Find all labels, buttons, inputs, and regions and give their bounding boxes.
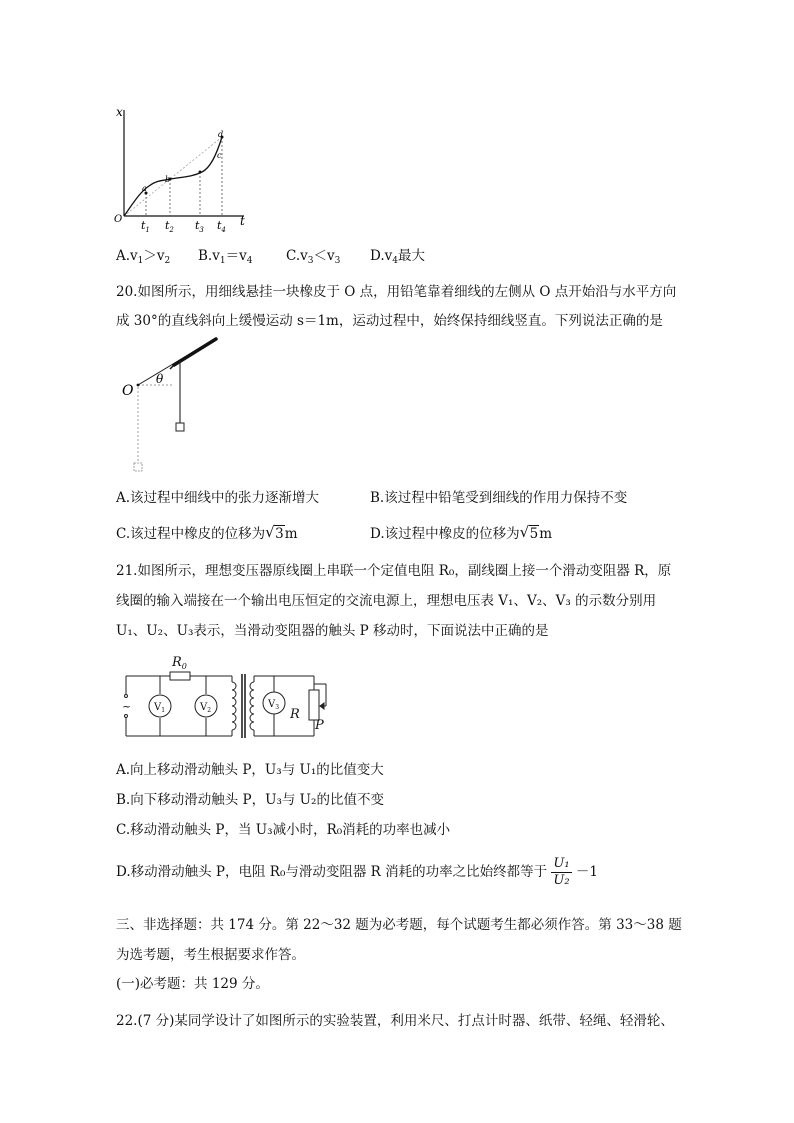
q22-stem-line1: 22.(7 分)某同学设计了如图所示的实验装置，利用米尺、打点计时器、纸带、轻绳、轻滑轮、 [116, 1013, 674, 1029]
q21-option-a: A.向上移动滑动触头 P，U₃与 U₁的比值变大 [116, 762, 384, 778]
v2-label: $V_2$ [200, 702, 212, 714]
point-a: a [142, 184, 147, 193]
tick-t1: $t_1$ [141, 219, 150, 234]
section3-line2: 为选考题，考生根据要求作答。 [116, 947, 305, 963]
v1-label: $V_1$ [154, 702, 166, 714]
point-b: b [165, 175, 171, 184]
q20-option-c: C.该过程中橡皮的位移为√ 3m [116, 524, 298, 544]
q20-option-b: B.该过程中铅笔受到细线的作用力保持不变 [370, 490, 628, 506]
q21-circuit [114, 652, 344, 747]
q20-option-a: A.该过程中细线中的张力逐渐增大 [116, 490, 320, 506]
r-label: R [290, 707, 300, 722]
tick-t3: $t_3$ [195, 219, 204, 234]
theta-label: θ [156, 372, 164, 386]
point-d: d [218, 130, 224, 139]
q19-option-a: $A.v_1>v_2$ [116, 248, 171, 266]
point-c: c [217, 151, 222, 160]
q19-option-b: $B.v_1=v_4$ [198, 248, 253, 266]
origin-label: O [114, 214, 123, 225]
p-label: P [315, 718, 324, 733]
section3-line3: (一)必考题：共 129 分。 [116, 976, 269, 992]
u1-over-u2-fraction: $\frac{\text{U₁}}{\text{U₂}}$ [553, 856, 570, 888]
q20-stem-line1: 20.如图所示，用细线悬挂一块橡皮于 O 点，用铅笔靠着细线的左侧从 O 点开始沿与水平方向 [116, 284, 677, 300]
r0-label: $R_0$ [172, 655, 187, 671]
q21-stem-line1: 21.如图所示，理想变压器原线圈上串联一个定值电阻 R₀，副线圈上接一个滑动变阻器 R，原 [116, 563, 672, 579]
q21-stem-line3: U₁、U₂、U₃表示，当滑动变阻器的触头 P 移动时，下面说法中正确的是 [116, 623, 549, 639]
v3-label: $V_3$ [268, 699, 280, 711]
q19-option-c: $C.v_3<v_3$ [286, 248, 341, 266]
tick-t4: $t_4$ [217, 219, 226, 234]
q21-stem-line2: 线圈的输入端接在一个输出电压恒定的交流电源上，理想电压表 V₁、V₂、V₃ 的示数分别用 [116, 593, 657, 609]
x-t-graph [112, 100, 257, 235]
y-axis-label: x [116, 105, 123, 119]
tick-t2: $t_2$ [165, 219, 174, 234]
q21-option-c: C.移动滑动触头 P，当 U₃减小时，R₀消耗的功率也减小 [116, 822, 451, 838]
point-o-label: O [122, 383, 134, 399]
x-axis-label: t [240, 214, 245, 228]
q19-option-d: $D.v_4$最大 [370, 248, 425, 266]
q21-option-d: D.移动滑动触头 P，电阻 R₀与滑动变阻器 R 消耗的功率之比始终都等于 $\frac{\text{U₁}}{\text{U₂}}$ －1 [116, 856, 598, 888]
ac-source-label: ~ [122, 700, 132, 713]
q20-option-d: D.该过程中橡皮的位移为√ 5m [370, 524, 552, 544]
q20-stem-line2: 成 30°的直线斜向上缓慢运动 s＝1m，运动过程中，始终保持细线竖直。下列说法正确的是 [116, 313, 663, 329]
section3-line1: 三、非选择题：共 174 分。第 22～32 题为必考题，每个试题考生都必须作答。第 33～38 题 [116, 917, 682, 933]
q20-figure [118, 335, 228, 480]
q21-option-b: B.向下移动滑动触头 P，U₃与 U₂的比值不变 [116, 792, 384, 808]
